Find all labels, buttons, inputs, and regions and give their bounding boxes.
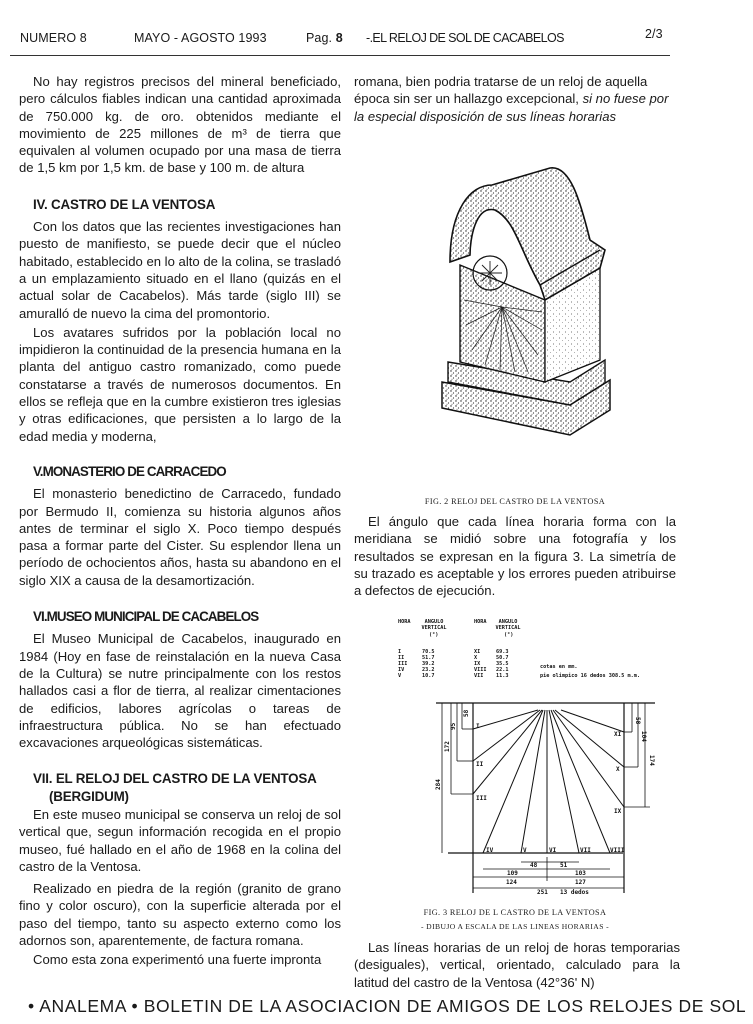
fig3-caption-line2: - DIBUJO A ESCALA DE LAS LINEAS HORARIAS - bbox=[420, 922, 610, 931]
hour-label: III bbox=[476, 795, 487, 802]
table-header-hora: HORA bbox=[398, 619, 411, 625]
table-angle: 10.7 bbox=[422, 673, 435, 679]
section-vii-paragraph-2: Realizado en piedra de la región (granito de grano fino y color oscuro), con la superficie alterada por el paso del tiempo, tanto su aspecto externo como los adornos son, aparentemente, de factura romana. bbox=[19, 881, 341, 949]
dim-label: 103 bbox=[575, 870, 586, 877]
dim-label: 58 bbox=[463, 709, 470, 717]
table-header-unit-2: (°) bbox=[504, 632, 514, 638]
hour-label: IV bbox=[486, 847, 494, 854]
table-hora: VII bbox=[474, 673, 484, 679]
section-title-v: V.MONASTERIO DE CARRACEDO bbox=[33, 463, 226, 479]
table-angle: 35.5 bbox=[496, 661, 509, 667]
table-hora: X bbox=[474, 655, 478, 661]
part-indicator: 2/3 bbox=[645, 27, 663, 41]
dim-label: 58 bbox=[634, 717, 641, 725]
page-indicator bbox=[306, 31, 343, 45]
dim-label: 51 bbox=[560, 862, 568, 869]
section-title-iv: IV. CASTRO DE LA VENTOSA bbox=[33, 196, 216, 212]
table-angle: 70.5 bbox=[422, 649, 435, 655]
continuation-italic: si no fuese por la especial disposición de sus líneas horarias bbox=[354, 91, 669, 124]
table-angle: 11.3 bbox=[496, 673, 509, 679]
section-vii-paragraph-1: En este museo municipal se conserva un reloj de sol vertical que, segun información recogida en el propio museo, fué hallado en el año de 1968 en la colina del castro de la Ventosa. bbox=[19, 806, 341, 874]
hour-label: V bbox=[523, 847, 527, 854]
section-vii-paragraph-3: Como esta zona experimentó una fuerte impronta bbox=[33, 952, 322, 968]
right-column-body bbox=[354, 513, 676, 599]
section-iv-paragraph-2: Los avatares sufridos por la población local no impidieron la continuidad de la presencia humana en la planta del antiguo castro romanizado, como puede constatarse a través de numerosos documentos. En ellos se refleja que en la cumbre existieron tres iglesias y otras edificaciones, que persisten a lo largo de la edad media y moderna, bbox=[19, 324, 341, 444]
intro-paragraph: No hay registros precisos del mineral beneficiado, pero cálculos fiables indican una cantidad aproximada de 750.000 kg. de oro. obtenidos mediante el movimiento de 225 millones de m³ de tierra que equivalen al volumen ocupado por una masa de tierra de 1,5 km por 1,5 km. de base y 100 m. de altura bbox=[19, 74, 341, 176]
table-hora: V bbox=[398, 673, 402, 679]
issue-number: NUMERO 8 bbox=[20, 31, 87, 45]
table-header-hora-2: HORA bbox=[474, 619, 487, 625]
angle-paragraph: El ángulo que cada línea horaria forma con la meridiana se midió sobre una fotografía y los resultados se expresan en la figura 3. La simetría de su trazado es aceptable y los errores pueden atribuirse a defectos de ejecución. bbox=[354, 514, 676, 599]
table-hora: XI bbox=[474, 649, 481, 655]
dim-label: 124 bbox=[506, 879, 517, 886]
units-note: cotas en mm. bbox=[540, 664, 578, 670]
dim-label: 174 bbox=[648, 755, 655, 766]
page-label: Pag. bbox=[306, 31, 333, 45]
right-column-intro bbox=[354, 73, 674, 125]
dim-label: 284 bbox=[435, 779, 442, 790]
table-angle: 69.3 bbox=[496, 649, 509, 655]
hour-lines-scale-drawing bbox=[400, 695, 700, 895]
issue-date: MAYO - AGOSTO 1993 bbox=[134, 31, 267, 45]
table-hora: IV bbox=[398, 667, 405, 673]
table-header-unit: (°) bbox=[429, 632, 439, 638]
continuation-plain: romana, bien podria tratarse de un reloj de aquella época sin ser un hallazgo excepcional, bbox=[354, 74, 648, 107]
section-vi-paragraph: El Museo Municipal de Cacabelos, inaugurado en 1984 (Hoy en fase de reinstalación en la nueva Casa de la Cultura) se nutre principalmente con los restos hallados casi a flor de tierra, al realizar cimentaciones de edificios, labores agrícolas o tareas de infraestructura pública. No se han efectuado excavaciones arqueológicas sistemáticas. bbox=[19, 631, 341, 751]
hour-angle-table bbox=[398, 619, 698, 689]
table-header-angulo: ANGULO VERTICAL bbox=[421, 619, 447, 632]
table-angle: 51.7 bbox=[422, 655, 435, 661]
stone-sundial-illustration bbox=[420, 150, 620, 460]
hour-label: II bbox=[476, 761, 484, 768]
table-angle: 23.2 bbox=[422, 667, 435, 673]
table-hora: I bbox=[398, 649, 402, 655]
table-angle: 50.7 bbox=[496, 655, 509, 661]
fig3-caption-line1: FIG. 3 RELOJ DE L CASTRO DE LA VENTOSA bbox=[423, 908, 607, 917]
table-hora: III bbox=[398, 661, 408, 667]
closing-paragraph: Las líneas horarias de un reloj de horas temporarias (desiguales), vertical, orientado, calculado para la latitud del castro de la Ventosa (42°36' N) bbox=[354, 940, 680, 990]
hour-label: X bbox=[616, 766, 620, 773]
dim-label: 172 bbox=[444, 741, 451, 752]
left-column bbox=[19, 73, 341, 969]
dim-label: 109 bbox=[507, 870, 518, 877]
fig2-caption: FIG. 2 RELOJ DEL CASTRO DE LA VENTOSA bbox=[424, 497, 606, 506]
page-number: 8 bbox=[335, 31, 343, 45]
dim-label: 48 bbox=[530, 862, 538, 869]
footer-bulletin-title: • ANALEMA • BOLETIN DE LA ASOCIACION DE AMIGOS DE LOS RELOJES DE SOL bbox=[28, 996, 747, 1016]
dim-label: 104 bbox=[640, 731, 647, 742]
hour-label: VII bbox=[580, 847, 591, 854]
table-header-angulo-2: ANGULO VERTICAL bbox=[495, 619, 521, 632]
table-hora: VIII bbox=[474, 667, 487, 673]
table-hora: IX bbox=[474, 661, 481, 667]
dim-label: 13 dedos bbox=[560, 889, 589, 895]
table-hora: II bbox=[398, 655, 405, 661]
hour-label: I bbox=[476, 723, 480, 730]
dim-label: 95 bbox=[450, 722, 457, 730]
hour-label: VI bbox=[549, 847, 557, 854]
section-title-vii: VII. EL RELOJ DEL CASTRO DE LA VENTOSA bbox=[33, 771, 317, 787]
continuation-paragraph bbox=[354, 73, 674, 125]
hour-label: IX bbox=[614, 808, 622, 815]
sundial-front-face bbox=[460, 265, 545, 382]
hour-label: XI bbox=[614, 731, 622, 738]
foot-note: pie olimpico 16 dedos 308.5 m.m. bbox=[540, 673, 640, 679]
article-title: -.EL RELOJ DE SOL DE CACABELOS bbox=[366, 31, 564, 45]
section-title-vi: VI.MUSEO MUNICIPAL DE CACABELOS bbox=[33, 609, 259, 625]
dim-label: 251 bbox=[537, 889, 548, 895]
table-angle: 39.2 bbox=[422, 661, 435, 667]
dim-label: 127 bbox=[575, 879, 586, 886]
hour-lines bbox=[473, 710, 624, 853]
hour-label: VIII bbox=[610, 847, 625, 854]
section-vii-subtitle: (BERGIDUM) bbox=[49, 788, 129, 804]
section-v-paragraph: El monasterio benedictino de Carracedo, fundado por Bermudo II, comienza su historia algunos años antes de terminar el siglo X. Poco tiempo después pasa a formar parte del Cister. Su esplendor llena un período de ochocientos años, hasta su abandono en el siglo XIX a causa de la desamortización. bbox=[19, 486, 341, 588]
closing-block bbox=[354, 939, 680, 991]
header-rule bbox=[10, 55, 670, 56]
table-angle: 22.1 bbox=[496, 667, 509, 673]
section-iv-paragraph-1: Con los datos que las recientes investigaciones han puesto de manifiesto, se puede decir que el núcleo habitado, establecido en lo alto de la colina, se trasladó a un emplazamiento situado en el llano (quizás en el actual solar de Cacabelos). Más tarde (siglo III) se amuralló de nuevo la cima del promontorio. bbox=[19, 219, 341, 321]
